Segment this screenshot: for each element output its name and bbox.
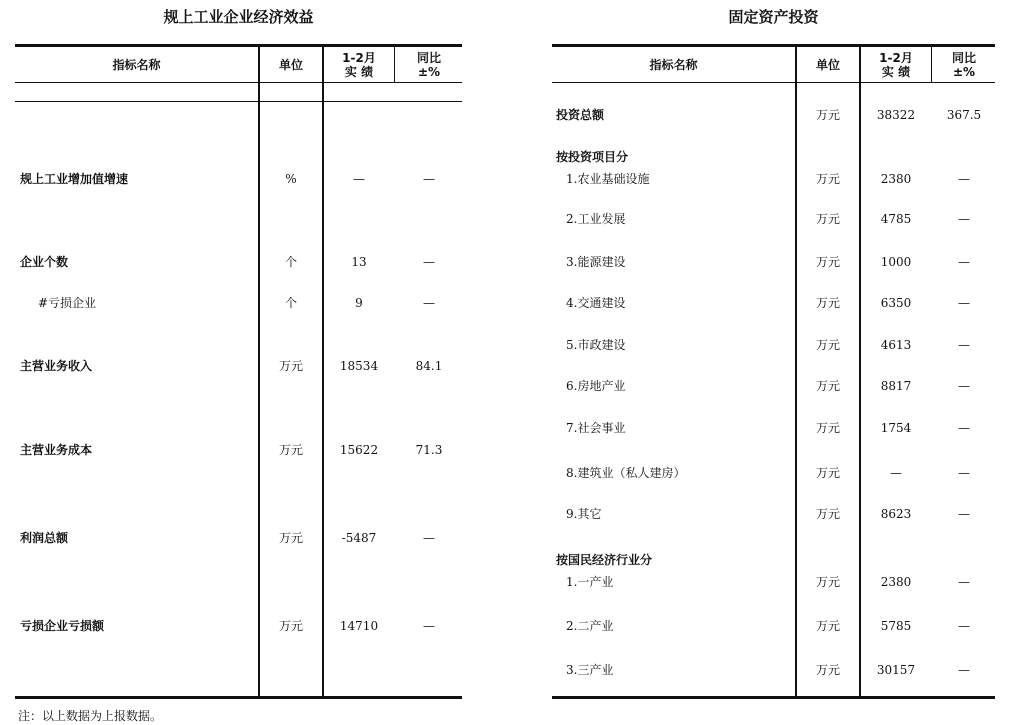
row-value: 38322 bbox=[876, 108, 916, 122]
right-header-name: 指标名称 bbox=[649, 58, 698, 72]
row-value: -5487 bbox=[341, 531, 377, 545]
row-label: 亏损企业亏损额 bbox=[20, 619, 105, 633]
left-header-unit: 单位 bbox=[278, 58, 303, 72]
row-unit: 万元 bbox=[278, 443, 303, 457]
row-value: 15622 bbox=[339, 443, 379, 457]
row-value: 9 bbox=[355, 296, 363, 310]
right-bottom-rule bbox=[552, 696, 995, 699]
right-header-value: 1-2月 实 绩 bbox=[879, 51, 913, 79]
row-value: 18534 bbox=[339, 359, 379, 373]
row-unit: % bbox=[285, 172, 297, 186]
row-label: 3.能源建设 bbox=[566, 255, 626, 269]
row-label: 按国民经济行业分 bbox=[556, 553, 653, 567]
row-unit: 万元 bbox=[815, 663, 840, 677]
row-yoy: 84.1 bbox=[415, 359, 443, 373]
row-unit: 万元 bbox=[815, 466, 840, 480]
row-unit: 个 bbox=[284, 255, 297, 269]
row-yoy: — bbox=[423, 172, 435, 186]
right-header-yoy: 同比 ±% bbox=[951, 51, 976, 79]
row-yoy: — bbox=[958, 338, 970, 352]
row-label: 5.市政建设 bbox=[566, 338, 626, 352]
left-table-title: 规上工业企业经济效益 bbox=[163, 8, 314, 26]
row-yoy: — bbox=[958, 619, 970, 633]
row-yoy: — bbox=[423, 619, 435, 633]
right-col-divider-1 bbox=[795, 47, 797, 697]
right-header-unit: 单位 bbox=[815, 58, 840, 72]
left-header-name: 指标名称 bbox=[112, 58, 161, 72]
row-value: 4613 bbox=[880, 338, 912, 352]
row-label: 9.其它 bbox=[566, 507, 602, 521]
row-yoy: — bbox=[958, 212, 970, 226]
row-label: 投资总额 bbox=[556, 108, 605, 122]
row-unit: 万元 bbox=[815, 212, 840, 226]
right-top-rule bbox=[552, 44, 995, 47]
left-col-divider-3 bbox=[394, 47, 395, 82]
row-yoy: 71.3 bbox=[415, 443, 443, 457]
row-value: 8817 bbox=[880, 379, 912, 393]
row-yoy: — bbox=[958, 421, 970, 435]
right-col-divider-2 bbox=[859, 47, 861, 697]
row-yoy: — bbox=[423, 296, 435, 310]
row-yoy: — bbox=[958, 379, 970, 393]
row-value: 2380 bbox=[880, 172, 912, 186]
row-label: 主营业务收入 bbox=[20, 359, 93, 373]
row-label: 按投资项目分 bbox=[556, 150, 629, 164]
row-value: 1754 bbox=[880, 421, 912, 435]
row-label: 3.三产业 bbox=[566, 663, 614, 677]
left-header-value: 1-2月 实 绩 bbox=[342, 51, 376, 79]
row-value: — bbox=[353, 172, 365, 186]
row-unit: 万元 bbox=[815, 575, 840, 589]
right-table-title: 固定资产投资 bbox=[728, 8, 819, 26]
row-label: 4.交通建设 bbox=[566, 296, 626, 310]
row-yoy: — bbox=[423, 531, 435, 545]
row-unit: 万元 bbox=[815, 172, 840, 186]
row-yoy: — bbox=[958, 255, 970, 269]
row-yoy: — bbox=[958, 296, 970, 310]
row-unit: 万元 bbox=[815, 338, 840, 352]
row-value: 8623 bbox=[880, 507, 912, 521]
row-label: 利润总额 bbox=[20, 531, 69, 545]
row-unit: 万元 bbox=[278, 359, 303, 373]
right-header-rule bbox=[552, 82, 995, 83]
row-unit: 万元 bbox=[815, 619, 840, 633]
left-subheader-rule bbox=[15, 101, 462, 102]
row-label: 7.社会事业 bbox=[566, 421, 626, 435]
row-value: 5785 bbox=[880, 619, 912, 633]
row-unit: 万元 bbox=[278, 531, 303, 545]
row-label: 1.一产业 bbox=[566, 575, 614, 589]
row-label: 企业个数 bbox=[20, 255, 69, 269]
row-unit: 万元 bbox=[815, 296, 840, 310]
row-value: 14710 bbox=[339, 619, 379, 633]
row-yoy: — bbox=[958, 507, 970, 521]
left-bottom-rule bbox=[15, 696, 462, 699]
row-label: #亏损企业 bbox=[38, 296, 97, 310]
row-value: 4785 bbox=[880, 212, 912, 226]
row-value: 30157 bbox=[876, 663, 916, 677]
row-label: 2.工业发展 bbox=[566, 212, 626, 226]
row-label: 主营业务成本 bbox=[20, 443, 93, 457]
row-label: 规上工业增加值增速 bbox=[20, 172, 129, 186]
row-yoy: 367.5 bbox=[946, 108, 982, 122]
row-value: 2380 bbox=[880, 575, 912, 589]
left-header-rule bbox=[15, 82, 462, 83]
row-unit: 万元 bbox=[815, 379, 840, 393]
row-yoy: — bbox=[958, 466, 970, 480]
row-label: 8.建筑业（私人建房） bbox=[566, 466, 686, 480]
right-col-divider-3 bbox=[931, 47, 932, 82]
row-yoy: — bbox=[423, 255, 435, 269]
row-yoy: — bbox=[958, 663, 970, 677]
row-label: 6.房地产业 bbox=[566, 379, 626, 393]
row-label: 2.二产业 bbox=[566, 619, 614, 633]
left-header-yoy: 同比 ±% bbox=[416, 51, 441, 79]
row-unit: 万元 bbox=[815, 255, 840, 269]
row-yoy: — bbox=[958, 575, 970, 589]
row-label: 1.农业基础设施 bbox=[566, 172, 650, 186]
row-unit: 万元 bbox=[278, 619, 303, 633]
row-value: 13 bbox=[351, 255, 367, 269]
row-value: — bbox=[890, 466, 902, 480]
row-unit: 个 bbox=[284, 296, 297, 310]
row-value: 1000 bbox=[880, 255, 912, 269]
row-yoy: — bbox=[958, 172, 970, 186]
row-value: 6350 bbox=[880, 296, 912, 310]
row-unit: 万元 bbox=[815, 108, 840, 122]
row-unit: 万元 bbox=[815, 507, 840, 521]
footnote: 注：以上数据为上报数据。 bbox=[18, 709, 163, 723]
row-unit: 万元 bbox=[815, 421, 840, 435]
